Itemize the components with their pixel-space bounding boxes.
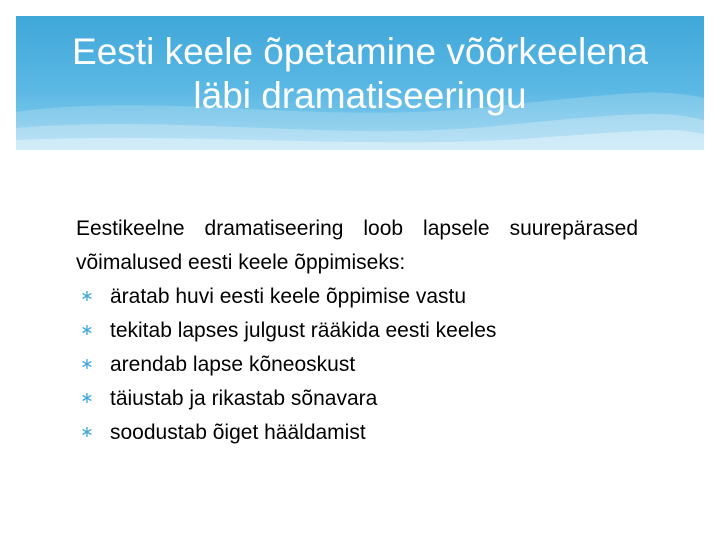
list-item [76, 416, 638, 450]
list-item [76, 348, 638, 382]
list-item [76, 314, 638, 348]
bullet-text: täiustab ja rikastab sõnavara [110, 387, 378, 410]
bullet-text: arendab lapse kõneoskust [110, 353, 356, 376]
slide-content [76, 212, 638, 450]
bullet-text: äratab huvi eesti keele õppimise vastu [110, 285, 467, 308]
list-item [76, 382, 638, 416]
bullet-text: tekitab lapses julgust rääkida eesti keeles [110, 319, 497, 342]
list-item [76, 280, 638, 314]
title-banner [16, 16, 704, 150]
intro-paragraph: Eestikeelne dramatiseering loob lapsele suurepärased võimalused eesti keele õppimiseks: [76, 217, 638, 274]
title-line-1: Eesti keele õpetamine võõrkeelena [72, 31, 648, 72]
asterisk-icon: ∗ [80, 390, 94, 407]
slide-title [16, 30, 704, 118]
asterisk-icon: ∗ [80, 322, 94, 339]
asterisk-icon: ∗ [80, 356, 94, 373]
asterisk-icon: ∗ [80, 424, 94, 441]
bullet-list [76, 280, 638, 450]
title-line-2: läbi dramatiseeringu [193, 75, 527, 116]
bullet-text: soodustab õiget hääldamist [110, 421, 366, 444]
asterisk-icon: ∗ [80, 288, 94, 305]
